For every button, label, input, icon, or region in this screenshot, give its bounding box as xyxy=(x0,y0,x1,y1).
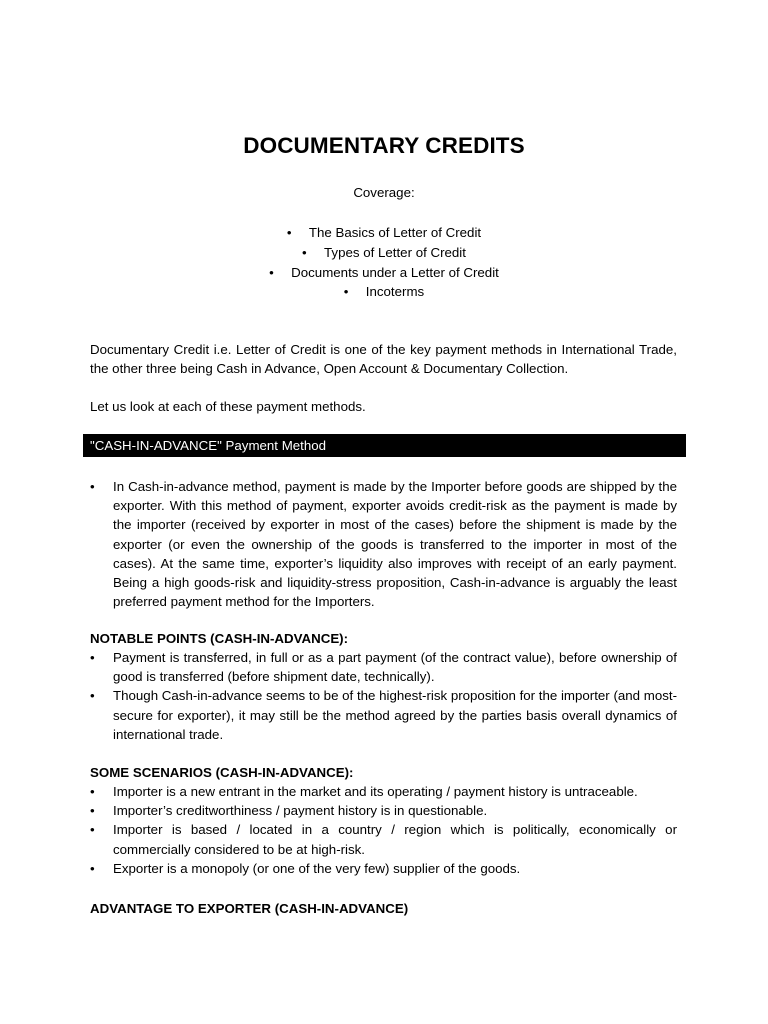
bullet-icon: • xyxy=(269,264,274,280)
list-item: • In Cash-in-advance method, payment is made by the Importer before goods are shipped by the exporter. With this method of payment, exporter avoids credit-risk as the payment is made by the importer (received by exporter in most of the cases) before the shipment is made by the exporter (or even the ownership of the goods is transferred to the importer in most of the cases). At the same time, exporter’s liquidity also improves with receipt of an early payment. Being a high goods-risk and liquidity-stress proposition, Cash-in-advance is arguably the least preferred payment method for the Importers. xyxy=(90,479,677,610)
bullet-icon: • xyxy=(90,650,95,665)
bullet-icon: • xyxy=(90,860,95,876)
bullet-icon: • xyxy=(286,225,292,240)
scenarios-list xyxy=(90,782,677,878)
coverage-label: Coverage: xyxy=(353,185,415,200)
bullet-icon: • xyxy=(90,479,95,494)
advantage-heading: ADVANTAGE TO EXPORTER (CASH-IN-ADVANCE) xyxy=(90,901,409,916)
coverage-list xyxy=(0,223,768,302)
bullet-icon: • xyxy=(302,244,307,260)
list-item: • Importer’s creditworthiness / payment history is in questionable. xyxy=(90,801,677,820)
notable-points-heading: NOTABLE POINTS (CASH-IN-ADVANCE): xyxy=(90,631,349,646)
bullet-icon: • xyxy=(90,822,95,838)
section-banner xyxy=(83,434,686,457)
notable-points-list xyxy=(90,648,677,744)
list-item: • Importer is a new entrant in the market and its operating / payment history is untraceable. xyxy=(90,782,677,801)
coverage-item: • Documents under a Letter of Credit xyxy=(0,263,768,283)
bullet-icon: • xyxy=(90,803,95,819)
main-bullet-list xyxy=(90,477,677,611)
list-item: • Importer is based / located in a country / region which is politically, economically or commercially considered to be at high-risk. xyxy=(90,822,677,857)
intro-lookline: Let us look at each of these payment methods. xyxy=(90,399,366,414)
list-item: • Exporter is a monopoly (or one of the very few) supplier of the goods. xyxy=(90,859,677,878)
bullet-icon: • xyxy=(90,784,95,799)
coverage-item: • Incoterms xyxy=(0,282,768,302)
section-banner-text: "CASH-IN-ADVANCE" Payment Method xyxy=(90,438,327,453)
coverage-item: • Types of Letter of Credit xyxy=(0,243,768,263)
scenarios-heading: SOME SCENARIOS (CASH-IN-ADVANCE): xyxy=(90,765,354,780)
list-item: • Though Cash-in-advance seems to be of the highest-risk proposition for the importer (and most-secure for exporter), it may still be the method agreed by the parties basis overall dynamics of international trade. xyxy=(90,688,677,742)
intro-paragraph: Documentary Credit i.e. Letter of Credit is one of the key payment methods in International Trade, the other three being Cash in Advance, Open Account & Documentary Collection. xyxy=(90,342,677,377)
page-title: DOCUMENTARY CREDITS xyxy=(243,133,525,158)
coverage-item: • The Basics of Letter of Credit xyxy=(0,223,768,243)
list-item: • Payment is transferred, in full or as a part payment (of the contract value), before ownership of good is transferred (before shipment date, technically). xyxy=(90,650,677,685)
bullet-icon: • xyxy=(90,688,95,704)
bullet-icon: • xyxy=(343,284,349,300)
